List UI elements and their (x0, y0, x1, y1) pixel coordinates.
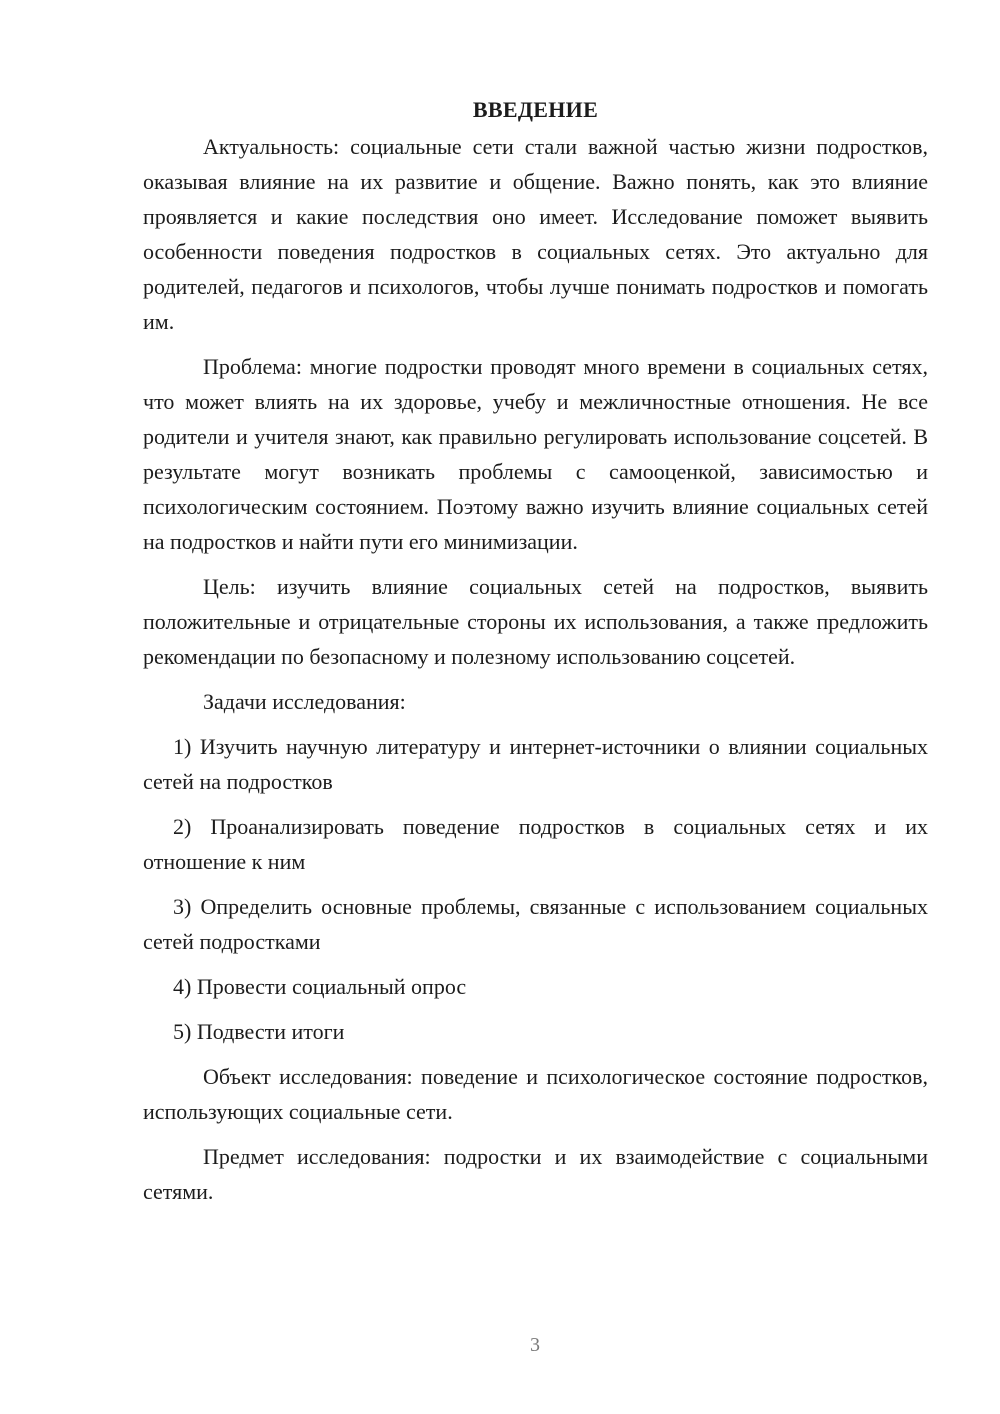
tasks-heading: Задачи исследования: (203, 689, 406, 714)
relevance-paragraph: Актуальность: социальные сети стали важной частью жизни подростков, оказывая влияние на их развитие и общение. Важно понять, как это влияние проявляется и какие последствия оно имеет. Исследование поможет выявить особенности поведения подростков в социальных сетях. Это актуально для родителей, педагогов и психологов, чтобы лучше понимать подростков и помогать им. (143, 134, 928, 334)
object-paragraph: Объект исследования: поведение и психологическое состояние подростков, использующих социальные сети. (143, 1064, 928, 1124)
subject-paragraph: Предмет исследования: подростки и их взаимодействие с социальными сетями. (143, 1144, 928, 1204)
task-item: 1) Изучить научную литературу и интернет-источники о влиянии социальных сетей на подростков (143, 734, 928, 794)
document-page (143, 92, 928, 1219)
task-item: 2) Проанализировать поведение подростков в социальных сетях и их отношение к ним (143, 814, 928, 874)
problem-paragraph: Проблема: многие подростки проводят много времени в социальных сетях, что может влиять на их здоровье, учебу и межличностные отношения. Не все родители и учителя знают, как правильно регулировать использование соцсетей. В результате могут возникать проблемы с самооценкой, зависимостью и психологическим состоянием. Поэтому важно изучить влияние социальных сетей на подростков и найти пути его минимизации. (143, 354, 928, 554)
task-item: 3) Определить основные проблемы, связанные с использованием социальных сетей подростками (143, 894, 928, 954)
tasks-list (143, 729, 928, 1049)
page-number: 3 (530, 1334, 540, 1356)
section-title: ВВЕДЕНИЕ (472, 97, 599, 122)
goal-paragraph: Цель: изучить влияние социальных сетей на подростков, выявить положительные и отрицательные стороны их использования, а также предложить рекомендации по безопасному и полезному использованию соцсетей. (143, 574, 928, 669)
task-item: 4) Провести социальный опрос (173, 974, 467, 999)
task-item: 5) Подвести итоги (173, 1019, 345, 1044)
